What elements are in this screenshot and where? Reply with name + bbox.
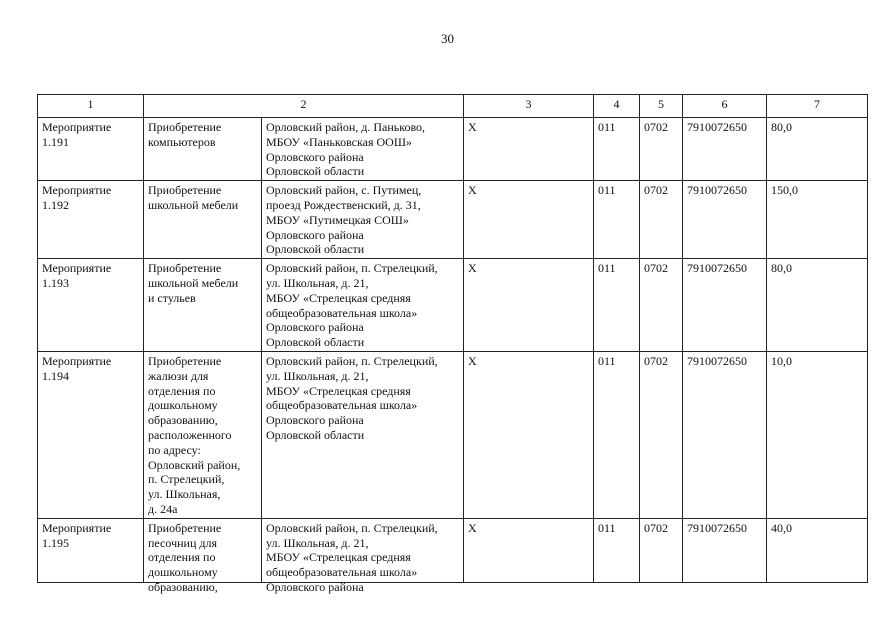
purchase-name-cell: Приобретение жалюзи для отделения по дошкольному образованию, расположенного по адресу: Орловский район, п. Стрелецкий, ул. Школьная, д. 24а [144, 351, 262, 518]
column-5-cell: 0702 [640, 259, 683, 352]
event-cell: Мероприятие 1.193 [38, 259, 144, 352]
column-6-cell: 7910072650 [683, 259, 767, 352]
event-cell: Мероприятие 1.194 [38, 351, 144, 518]
table-row [38, 181, 868, 259]
table-row [38, 351, 868, 518]
address-cell: Орловский район, д. Паньково, МБОУ «Паньковская ООШ» Орловского района Орловской области [262, 118, 464, 181]
table-row [38, 118, 868, 181]
event-cell: Мероприятие 1.192 [38, 181, 144, 259]
column-3-cell: Х [464, 259, 594, 352]
table-row [38, 518, 868, 582]
table-row [38, 259, 868, 352]
column-6-cell: 7910072650 [683, 518, 767, 582]
address-cell: Орловский район, п. Стрелецкий, ул. Школьная, д. 21, МБОУ «Стрелецкая средняя общеобразовательная школа» Орловского района Орловской области [262, 351, 464, 518]
column-5-cell: 0702 [640, 518, 683, 582]
column-4-cell: 011 [594, 351, 640, 518]
header-cell-1: 1 [38, 95, 144, 118]
column-6-cell: 7910072650 [683, 118, 767, 181]
header-cell-3: 3 [464, 95, 594, 118]
address-text: Орловский район, п. Стрелецкий, ул. Школьная, д. 21, МБОУ «Стрелецкая средняя общеобразовательная школа» Орловского района [266, 520, 438, 594]
purchase-name-cell [144, 518, 262, 594]
column-4-cell: 011 [594, 259, 640, 352]
header-cell-2: 2 [144, 95, 464, 118]
column-3-cell: Х [464, 181, 594, 259]
purchase-name-cell: Приобретение школьной мебели и стульев [144, 259, 262, 352]
column-3-cell: Х [464, 518, 594, 582]
column-3-cell: Х [464, 351, 594, 518]
event-cell: Мероприятие 1.191 [38, 118, 144, 181]
address-cell: Орловский район, с. Путимец, проезд Рождественский, д. 31, МБОУ «Путимецкая СОШ» Орловского района Орловской области [262, 181, 464, 259]
header-cell-7: 7 [767, 95, 868, 118]
table-header-row [38, 95, 868, 118]
column-6-cell: 7910072650 [683, 351, 767, 518]
budget-table [37, 94, 868, 594]
column-5-cell: 0702 [640, 118, 683, 181]
address-cell [262, 518, 464, 594]
header-cell-4: 4 [594, 95, 640, 118]
amount-cell: 150,0 [767, 181, 868, 259]
address-cell: Орловский район, п. Стрелецкий, ул. Школьная, д. 21, МБОУ «Стрелецкая средняя общеобразовательная школа» Орловского района Орловской области [262, 259, 464, 352]
header-cell-6: 6 [683, 95, 767, 118]
event-cell [38, 518, 144, 582]
purchase-name-text: Приобретение песочниц для отделения по дошкольному образованию, [148, 520, 222, 594]
page-number: 30 [441, 31, 454, 46]
purchase-name-cell: Приобретение школьной мебели [144, 181, 262, 259]
column-5-cell: 0702 [640, 181, 683, 259]
column-4-cell: 011 [594, 181, 640, 259]
purchase-name-cell: Приобретение компьютеров [144, 118, 262, 181]
column-4-cell: 011 [594, 118, 640, 181]
column-6-cell: 7910072650 [683, 181, 767, 259]
column-3-cell: Х [464, 118, 594, 181]
amount-cell: 10,0 [767, 351, 868, 518]
header-cell-5: 5 [640, 95, 683, 118]
amount-cell: 80,0 [767, 259, 868, 352]
column-4-cell: 011 [594, 518, 640, 582]
event-text: Мероприятие 1.195 [42, 520, 112, 550]
amount-cell: 80,0 [767, 118, 868, 181]
amount-cell: 40,0 [767, 518, 868, 582]
column-5-cell: 0702 [640, 351, 683, 518]
